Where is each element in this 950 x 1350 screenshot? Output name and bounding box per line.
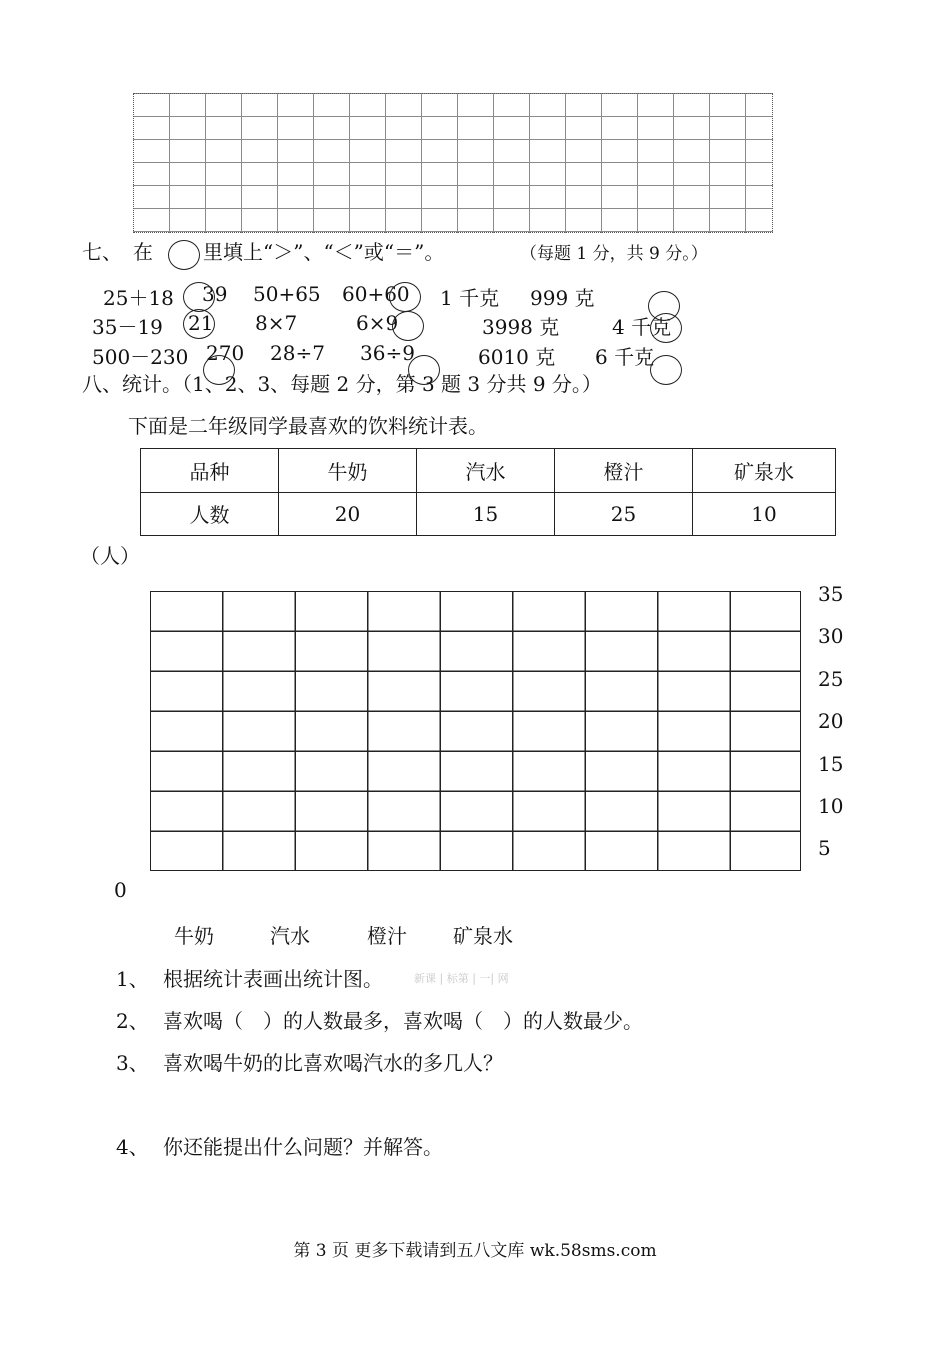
x-axis-label: 牛奶 — [174, 924, 214, 948]
question-number: 2、 — [116, 1009, 149, 1033]
table-cell: 10 — [693, 492, 836, 536]
question-number: 1、 — [116, 967, 149, 991]
comparison-item: 4 千克 — [612, 315, 672, 339]
question-text: 根据统计表画出统计图。 — [163, 967, 383, 991]
y-tick-label: 15 — [818, 752, 844, 776]
table-cell: 品种 — [141, 449, 279, 493]
table-cell: 汽水 — [417, 449, 555, 493]
answer-circle[interactable] — [392, 311, 424, 341]
question-number: 3、 — [116, 1051, 149, 1075]
answer-circle[interactable] — [183, 282, 215, 312]
comparison-item: 999 克 — [530, 286, 595, 310]
heading-blank-circle — [168, 240, 200, 270]
y-tick-label: 35 — [818, 582, 844, 606]
y-tick-label: 5 — [818, 836, 831, 860]
section7-zai: 在 — [133, 240, 153, 264]
comparison-item: 270 — [206, 341, 245, 365]
comparison-item: 21 — [188, 311, 214, 335]
x-axis-label: 橙汁 — [367, 924, 407, 948]
comparison-item: 500－230 — [92, 345, 189, 369]
y-tick-label: 10 — [818, 794, 844, 818]
comparison-item: 35－19 — [92, 315, 163, 339]
table-cell: 人数 — [141, 492, 279, 536]
y-tick-label: 25 — [818, 667, 844, 691]
section8-intro: 下面是二年级同学最喜欢的饮料统计表。 — [128, 414, 488, 438]
table-row — [141, 492, 836, 536]
section7-number: 七、 — [82, 240, 122, 264]
section7-score-note: （每题 1 分，共 9 分。） — [520, 244, 708, 264]
question-number: 4、 — [116, 1135, 149, 1159]
comparison-item: 36÷9 — [360, 341, 415, 365]
y-tick-label: 30 — [818, 624, 844, 648]
table-cell: 矿泉水 — [693, 449, 836, 493]
table-cell: 25 — [555, 492, 693, 536]
answer-circle[interactable] — [650, 355, 682, 385]
blank-bar-chart-grid[interactable] — [150, 591, 801, 871]
table-cell: 15 — [417, 492, 555, 536]
answer-circle[interactable] — [650, 313, 682, 343]
comparison-item: 25＋18 — [103, 286, 174, 310]
answer-grid — [133, 93, 773, 233]
comparison-item: 60+60 — [342, 282, 410, 306]
comparison-item: 1 千克 — [440, 286, 500, 310]
comparison-item: 28÷7 — [270, 341, 325, 365]
question-text: 喜欢喝牛奶的比喜欢喝汽水的多几人？ — [163, 1051, 503, 1075]
section8-heading: 八、统计。（1、2、3、每题 2 分，第 3 题 3 分共 9 分。） — [82, 372, 602, 396]
y-tick-label: 20 — [818, 709, 844, 733]
question-text: 你还能提出什么问题？并解答。 — [163, 1135, 443, 1159]
comparison-item: 50+65 — [253, 282, 321, 306]
table-cell: 橙汁 — [555, 449, 693, 493]
x-axis-label: 汽水 — [270, 924, 310, 948]
x-axis-label: 矿泉水 — [453, 924, 513, 948]
answer-circle[interactable] — [389, 282, 421, 312]
comparison-item: 3998 克 — [482, 315, 560, 339]
comparison-item: 6×9 — [356, 311, 399, 335]
comparison-item: 6010 克 — [478, 345, 556, 369]
page-footer: 第 3 页 更多下载请到五八文库 wk.58sms.com — [293, 1241, 657, 1261]
comparison-item: 6 千克 — [595, 345, 655, 369]
y-axis-unit: （人） — [80, 544, 140, 568]
beverage-stats-table — [140, 448, 836, 536]
section7-instruction: 里填上“＞”、“＜”或“＝”。 — [203, 240, 445, 264]
watermark: 新课 | 标第 | 一| 网 — [414, 972, 509, 985]
table-cell: 20 — [279, 492, 417, 536]
comparison-item: 8×7 — [255, 311, 298, 335]
table-cell: 牛奶 — [279, 449, 417, 493]
chart-origin: 0 — [114, 878, 127, 902]
answer-circle[interactable] — [183, 309, 215, 339]
comparison-item: 39 — [202, 282, 228, 306]
question-text: 喜欢喝（ ）的人数最多，喜欢喝（ ）的人数最少。 — [163, 1009, 643, 1033]
table-header-row — [141, 449, 836, 493]
